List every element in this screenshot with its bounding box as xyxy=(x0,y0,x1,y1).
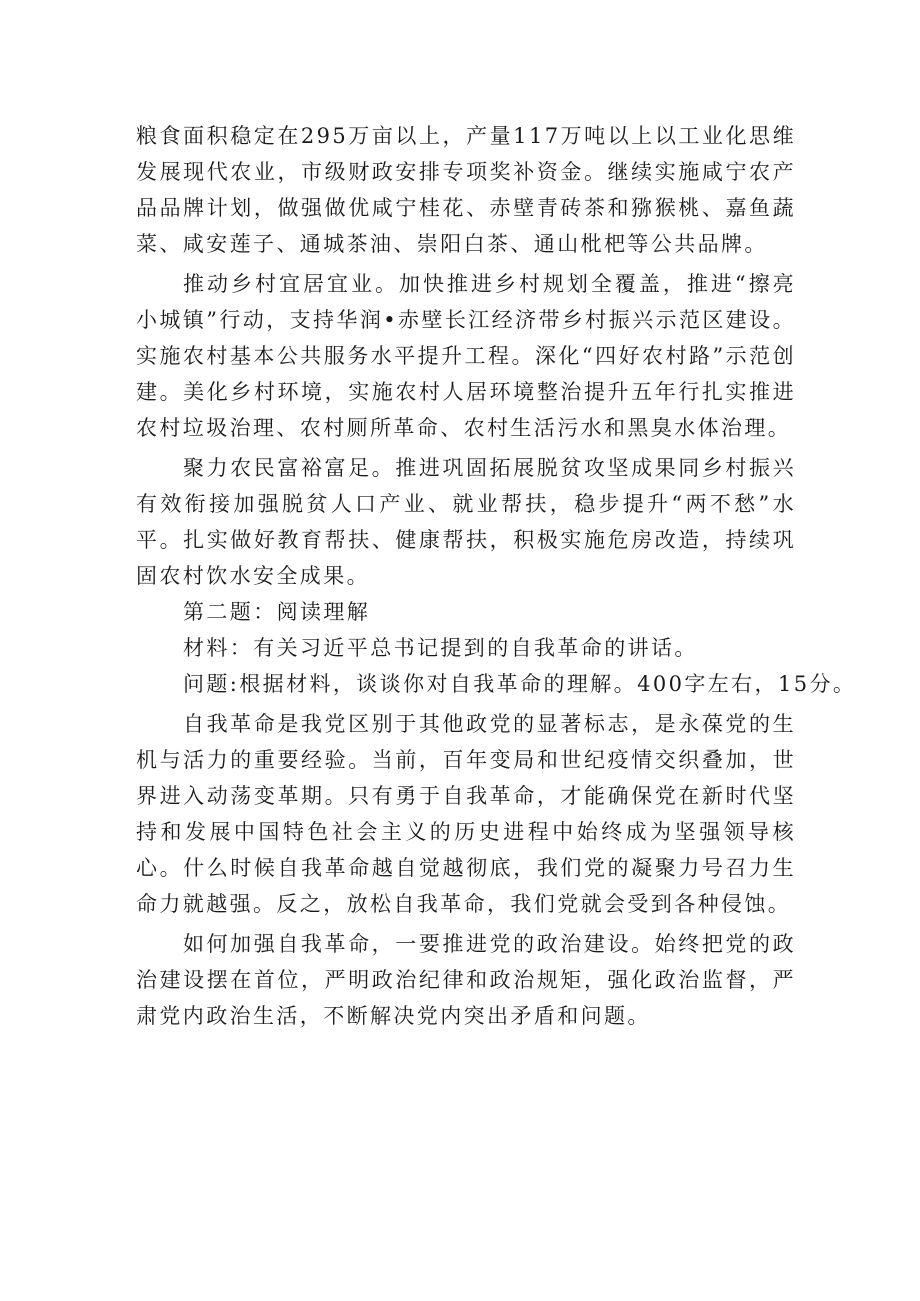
document-body xyxy=(136,118,857,1034)
paragraph-farmer-prosperity: 聚力农民富裕富足。推进巩固拓展脱贫攻坚成果同乡村振兴有效衔接加强脱贫人口产业、就业帮扶，稳步提升“两不愁”水平。扎实做好教育帮扶、健康帮扶，积极实施危房改造，持续巩固农村饮水安全成果。 xyxy=(136,456,796,588)
answer-paragraph-2: 如何加强自我革命，一要推进党的政治建设。始终把党的政治建设摆在首位，严明政治纪律和政治规矩，强化政治监督，严肃党内政治生活，不断解决党内突出矛盾和问题。 xyxy=(136,932,796,1028)
section-title: 第二题：阅读理解 xyxy=(183,600,371,624)
material-text: 材料：有关习近平总书记提到的自我革命的讲话。 xyxy=(183,636,698,660)
answer-paragraph-1: 自我革命是我党区别于其他政党的显著标志，是永葆党的生机与活力的重要经验。当前，百年变局和世纪疫情交织叠加，世界进入动荡变革期。只有勇于自我革命，才能确保党在新时代坚持和发展中国特色社会主义的历史进程中始终成为坚强领导核心。什么时候自我革命越自觉越彻底，我们党的凝聚力号召力生命力就越强。反之，放松自我革命，我们党就会受到各种侵蚀。 xyxy=(136,712,796,916)
paragraph-rural-livable: 推动乡村宜居宜业。加快推进乡村规划全覆盖，推进“擦亮小城镇”行动，支持华润•赤壁长江经济带乡村振兴示范区建设。实施农村基本公共服务水平提升工程。深化“四好农村路”示范创建。美化乡村环境，实施农村人居环境整治提升五年行扎实推进农村垃圾治理、农村厕所革命、农村生活污水和黑臭水体治理。 xyxy=(136,272,796,440)
question-text: 问题:根据材料，谈谈你对自我革命的理解。400字左右，15分。 xyxy=(183,672,857,696)
paragraph-agriculture-brands: 粮食面积稳定在295万亩以上，产量117万吨以上以工业化思维发展现代农业，市级财政安排专项奖补资金。继续实施咸宁农产品品牌计划，做强做优咸宁桂花、赤壁青砖茶和猕猴桃、嘉鱼蔬菜、咸安莲子、通城茶油、崇阳白茶、通山枇杷等公共品牌。 xyxy=(136,124,796,256)
